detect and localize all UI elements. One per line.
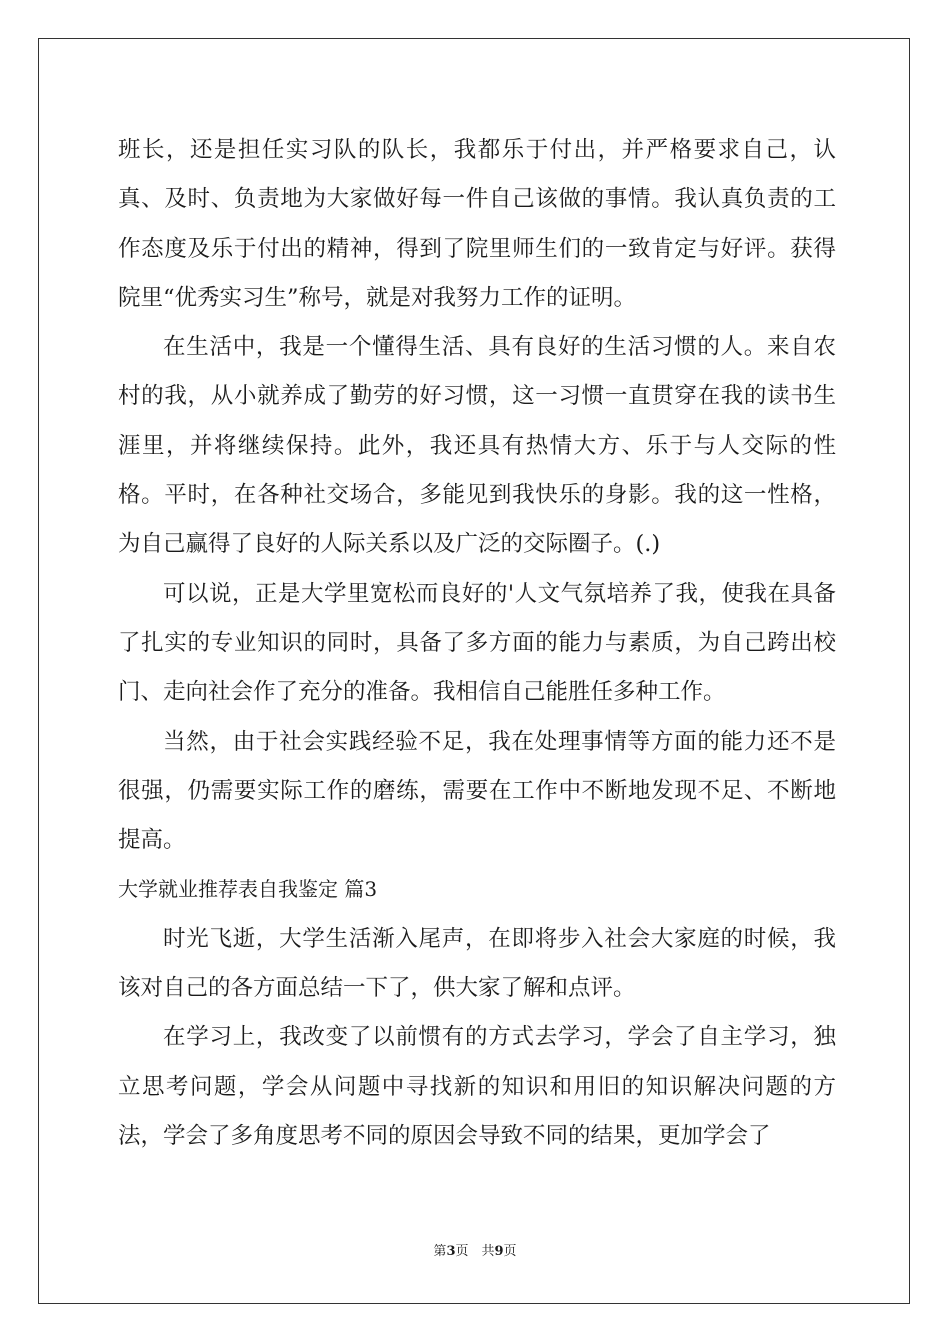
footer-total-pages: 9	[494, 1244, 504, 1259]
footer-prefix: 第	[433, 1244, 447, 1259]
paragraph-2: 在生活中，我是一个懂得生活、具有良好的生活习惯的人。来自农村的我，从小就养成了勤劳的好习惯，这一习惯一直贯穿在我的读书生涯里，并将继续保持。此外，我还具有热情大方、乐于与人交际的性格。平时，在各种社交场合，多能见到我快乐的身影。我的这一性格，为自己赢得了良好的人际关系以及广泛的交际圈子。(.)	[118, 334, 836, 558]
paragraph-6: 在学习上，我改变了以前惯有的方式去学习，学会了自主学习，独立思考问题，学会从问题中寻找新的知识和用旧的知识解决问题的方法，学会了多角度思考不同的原因会导致不同的结果，更加学会了	[118, 1024, 836, 1149]
paragraph-1: 班长，还是担任实习队的队长，我都乐于付出，并严格要求自己，认真、及时、负责地为大家做好每一件自己该做的事情。我认真负责的工作态度及乐于付出的精神，得到了院里师生们的一致肯定与好评。获得院里“优秀实习生”称号，就是对我努力工作的证明。	[118, 137, 836, 311]
footer-current-page: 3	[446, 1244, 456, 1259]
page-footer	[0, 1240, 950, 1259]
footer-mid: 页 共	[455, 1244, 495, 1259]
paragraph-4: 当然，由于社会实践经验不足，我在处理事情等方面的能力还不是很强，仍需要实际工作的磨练，需要在工作中不断地发现不足、不断地提高。	[118, 728, 836, 854]
section-heading: 大学就业推荐表自我鉴定 篇3	[118, 877, 378, 902]
paragraph-5: 时光飞逝，大学生活渐入尾声，在即将步入社会大家庭的时候，我该对自己的各方面总结一下了，供大家了解和点评。	[118, 925, 836, 1002]
document-body	[118, 126, 836, 1161]
footer-suffix: 页	[503, 1244, 517, 1259]
paragraph-3: 可以说，正是大学里宽松而良好的'人文气氛培养了我，使我在具备了扎实的专业知识的同时，具备了多方面的能力与素质，为自己跨出校门、走向社会作了充分的准备。我相信自己能胜任多种工作。	[118, 580, 836, 706]
